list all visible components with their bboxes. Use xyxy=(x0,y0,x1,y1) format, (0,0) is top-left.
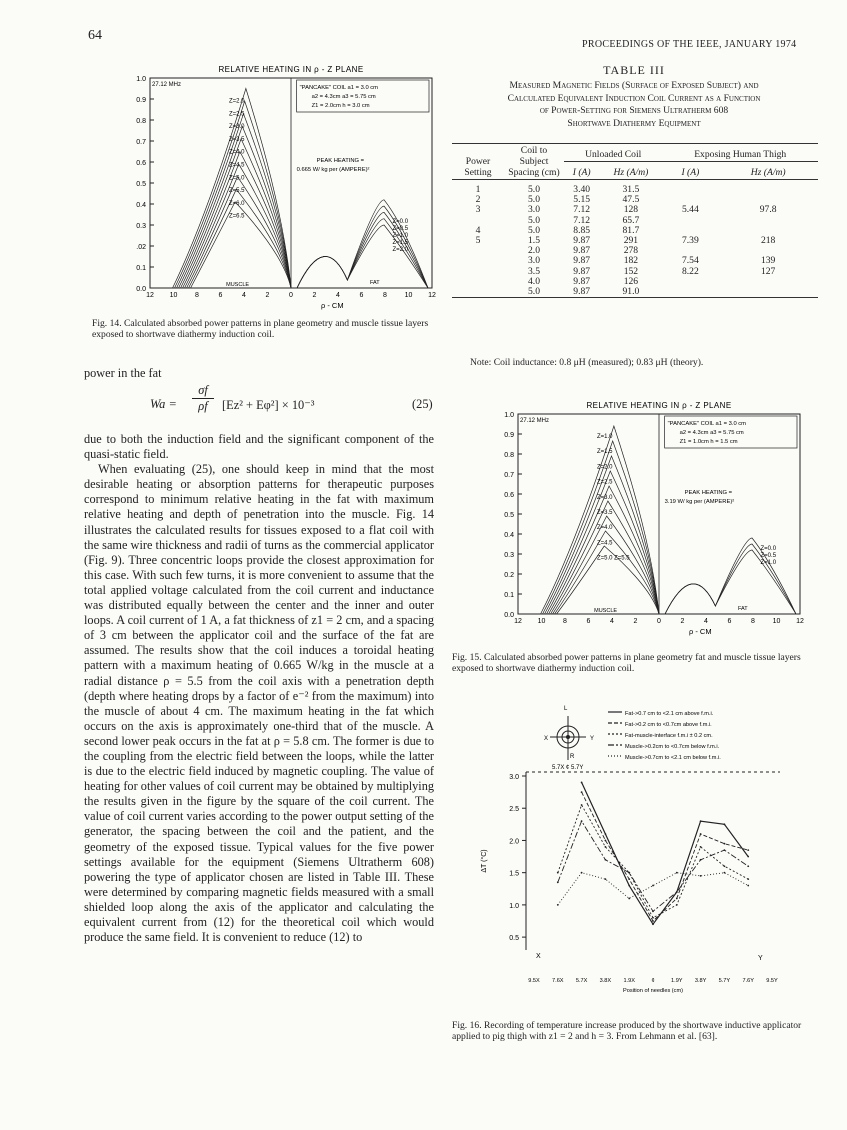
curve-label: Z=0.5 xyxy=(760,553,777,559)
table-cell: 8.22 xyxy=(681,265,699,277)
curve-label: Z=2.0 xyxy=(228,98,245,105)
x-tick-label: 8 xyxy=(195,292,199,299)
peak-heating: 0.665 W/ kg per (AMPERE)² xyxy=(296,167,370,173)
x-tick-label: 4 xyxy=(336,292,340,299)
coil-param: Z1 = 1.0cm h = 1.5 cm xyxy=(679,439,738,445)
curve-label: Z=2.0 xyxy=(392,246,409,253)
x-tick-label: 7.6X xyxy=(552,978,564,984)
curve-label: Z=2.0 xyxy=(596,464,613,471)
legend-label: Fat->0.2 cm to <0.7cm above f.m.i. xyxy=(625,722,712,728)
table-body xyxy=(452,185,818,298)
curve-label: Z=5.0 xyxy=(228,175,245,182)
data-point xyxy=(605,859,607,861)
y-tick-label: 0.3 xyxy=(136,223,146,230)
y-tick-label: 0.8 xyxy=(136,118,146,125)
figure-title: RELATIVE HEATING IN ρ - Z PLANE xyxy=(218,65,364,74)
fat-curve xyxy=(665,544,796,614)
axis-marker: R xyxy=(570,754,575,760)
table-cell: 5 xyxy=(475,235,481,247)
y-tick-label: 0.4 xyxy=(504,532,514,539)
curve-label: Z=0.0 xyxy=(392,218,409,225)
x-tick-label: 6 xyxy=(359,292,364,299)
data-point xyxy=(605,833,607,835)
curve-label: Z=5.0 Z=5.5 xyxy=(596,555,630,562)
table-title: TABLE III xyxy=(603,63,665,77)
data-point xyxy=(581,804,583,806)
axis-marker: Y xyxy=(758,955,763,962)
table-cell: 126 xyxy=(623,275,639,287)
y-tick-label: 2.5 xyxy=(509,806,519,814)
table-cell: 3 xyxy=(475,204,481,216)
x-tick-label: 3.8Y xyxy=(694,978,707,984)
table-cell: 3.0 xyxy=(528,255,540,267)
group-header: Unloaded Coil xyxy=(564,144,662,162)
paragraph: due to both the induction field and the significant component of the quasi-static field. xyxy=(84,432,434,462)
curve-label: Z=1.0 xyxy=(760,560,777,566)
x-tick-label: 6 xyxy=(727,618,732,625)
fat-label: FAT xyxy=(369,280,380,286)
table-cell: 5.0 xyxy=(528,184,540,195)
frequency-label: 27.12 MHz xyxy=(520,418,550,424)
fig15 xyxy=(500,396,820,646)
curve-label: Z=2.5 xyxy=(228,111,245,118)
equation-rhs: [Ez² + Eφ²] × 10⁻³ xyxy=(222,398,315,412)
table-cell xyxy=(452,256,504,266)
fat-curve xyxy=(297,212,428,288)
x-tick-label: 4 xyxy=(704,618,708,625)
coil-param: "PANCAKE" COIL a1 = 3.0 cm xyxy=(667,421,747,427)
table-cell: 81.7 xyxy=(622,224,640,236)
table-caption-line: Calculated Equivalent Induction Coil Current as a Function xyxy=(507,92,761,104)
curve-label: Z=1.0 xyxy=(392,232,409,239)
x-tick-label: 0 xyxy=(289,292,293,299)
x-tick-label: 5.7Y xyxy=(718,978,731,984)
x-tick-label: 8 xyxy=(563,618,567,625)
y-tick-label: 1.0 xyxy=(136,76,146,83)
col-header: Hz (A/m) xyxy=(750,167,786,178)
table-cell xyxy=(452,246,504,256)
table-caption-line: of Power-Setting for Siemens Ultratherm 608 xyxy=(539,105,729,116)
col-header: Hz (A/m) xyxy=(613,167,649,178)
col-header: I (A) xyxy=(572,167,591,178)
fig14 xyxy=(100,62,460,322)
table-cell: 3.5 xyxy=(528,265,540,277)
y-tick-label: 0.6 xyxy=(136,160,146,167)
fat-curve xyxy=(665,538,796,614)
x-tick-label: 2 xyxy=(680,618,685,625)
col-header: Coil to Subject Spacing (cm) xyxy=(504,144,564,180)
curve-label: Z=2.5 xyxy=(596,479,613,486)
axis-marker: X xyxy=(544,736,549,742)
y-tick-label: 0.7 xyxy=(136,139,146,146)
table-cell: 278 xyxy=(623,245,639,257)
table-cell xyxy=(662,216,718,226)
data-point xyxy=(676,904,678,906)
y-tick-label: 0.7 xyxy=(504,472,514,479)
curve-label: Z=0.0 xyxy=(760,546,777,552)
col-header: Power Setting xyxy=(452,144,504,180)
table-cell: 7.54 xyxy=(681,255,699,267)
y-tick-label: 0.4 xyxy=(136,202,146,209)
data-series-line xyxy=(558,873,748,905)
data-point xyxy=(652,923,654,925)
y-tick-label: 0.1 xyxy=(136,265,146,272)
axis-marker: Y xyxy=(590,736,595,742)
curve-label: Z=3.5 xyxy=(596,510,613,516)
table-cell: 9.87 xyxy=(573,286,591,298)
fat-curve xyxy=(297,200,428,288)
data-point xyxy=(724,823,726,825)
curve-label: Z=3.0 xyxy=(596,494,613,501)
data-series-line xyxy=(558,821,748,911)
y-tick-label: 0.2 xyxy=(504,572,514,579)
curve-label: Z=1.5 xyxy=(392,239,409,246)
table-cell xyxy=(452,287,504,298)
fig16 xyxy=(470,700,810,1010)
table-cell: 3.0 xyxy=(528,204,540,216)
equation-denominator: ρf xyxy=(198,399,208,413)
table-cell xyxy=(718,277,818,287)
table-cell: 218 xyxy=(760,235,776,247)
x-tick-label: 6 xyxy=(586,618,591,625)
coil-param: "PANCAKE" COIL a1 = 3.0 cm xyxy=(299,85,379,91)
y-tick-label: 0.0 xyxy=(136,286,146,293)
data-series-line xyxy=(558,805,748,918)
data-point xyxy=(724,849,726,851)
paragraph: When evaluating (25), one should keep in mind that the most desirable heating or absorption patterns for therapeutic purposes correspond to minimum relative heating in the fat with maximum relative heating and depth of penetration into the muscle. Fig. 14 illustrates the calculated results for tissues exposed to a flat coil with the same wire thickness and radii of turns as the commercial applicator (Fig. 9). Three concentric loops provide the closest approximation for this case. With such few turns, it is more convenient to assume that the total applied voltage calculated from the coil current and inductance was distributed equally between the center and the inner and outer loops. A coil current of 1 A, a fat thickness of z1 = 2 cm, and a spacing of 3 cm between the applicator coil and the surface of the fat are assumed. The results show that the coil induces a toroidal heating pattern with a maximum heating of 0.665 W/kg in the muscle at a radial distance ρ = 5.5 from the coil axis with a penetration depth (depth where heating drops by a factor of e⁻² from the maximum) into the muscle of about 4 cm. The maximum heating in the fat which occurs on the axis is approximately one-third that of the muscle. A second lower peak occurs in the fat at ρ = 5.8 cm. The former is due to the coupling from the electric field between the loops, while the latter is due to the electric field induced by magnetic coupling. The value of heating for other values of coil current may be obtained by multiplying the results given in the figure by the square of the coil current. The value of coil current varies according to the power output setting of the generator, the spacing between the coil and the patient, and the geometry of the exposed tissue. Typical values for the five power settings available for the equipment (Siemens Ultratherm 608) powering the type of applicator chosen are listed in Table III. These were determined by comparing magnetic fields measured with a small shielded loop along the axis of the applicator and calculating the equivalent current from (12) for the theoretical coil which would produce the same field. It is convenient to reduce (12) to xyxy=(84,462,434,945)
coil-param: Z1 = 2.0cm h = 3.0 cm xyxy=(311,103,370,109)
fat-curve xyxy=(665,550,796,614)
table-cell: 9.87 xyxy=(573,265,591,277)
fat-curve xyxy=(297,219,428,288)
y-tick-label: 0.3 xyxy=(504,552,514,559)
y-tick-label: 1.0 xyxy=(504,412,514,419)
x-tick-label: 10 xyxy=(537,618,546,625)
table-cell: 47.5 xyxy=(622,194,640,206)
col-header: I (A) xyxy=(681,167,700,178)
table-cell: 7.39 xyxy=(681,235,699,247)
curve-label: Z=6.0 xyxy=(228,200,245,207)
curve-label: Z=4.5 xyxy=(596,540,613,547)
table-cell: 291 xyxy=(623,235,639,247)
table-cell xyxy=(662,277,718,287)
table-row xyxy=(452,287,818,298)
page-number: 64 xyxy=(88,28,102,43)
fig15-plot xyxy=(500,396,820,646)
x-tick-label: 12 xyxy=(796,618,804,625)
data-point xyxy=(747,856,749,858)
x-axis-label: Position of needles (cm) xyxy=(622,988,684,994)
x-tick-label: 4 xyxy=(242,292,246,299)
muscle-label: MUSCLE xyxy=(594,608,618,614)
intro-line: power in the fat xyxy=(84,366,162,380)
x-tick-label: 9.5Y xyxy=(766,978,778,984)
table-cell xyxy=(718,216,818,226)
curve-label: Z=3.0 xyxy=(228,124,245,131)
data-point xyxy=(724,872,726,874)
y-tick-label: 0.5 xyxy=(509,935,519,943)
data-point xyxy=(628,898,630,900)
peak-heating: PEAK HEATING = xyxy=(316,158,365,164)
equation-numerator: σf xyxy=(192,383,214,399)
data-point xyxy=(700,859,702,861)
data-point xyxy=(557,881,559,883)
curve-label: Z=3.5 xyxy=(228,136,245,143)
y-tick-label: 2.0 xyxy=(509,838,519,846)
axis-marker: L xyxy=(564,706,568,712)
data-point xyxy=(557,872,559,874)
data-point xyxy=(747,878,749,880)
data-point xyxy=(605,840,607,842)
data-point xyxy=(628,885,630,887)
axis-marker: 5.7X ¢ 5.7Y xyxy=(552,765,584,771)
data-point xyxy=(628,878,630,880)
table-cell: 9.87 xyxy=(573,245,591,257)
legend-label: Muscle->0.2cm to <0.7cm below f.m.i. xyxy=(625,744,720,750)
fig14-caption: Fig. 14. Calculated absorbed power patterns in plane geometry and muscle tissue layers exposed to shortwave diathermy induction coil. xyxy=(92,318,429,340)
y-tick-label: 1.0 xyxy=(509,902,519,910)
table-cell: 1 xyxy=(475,184,481,195)
coil-param: a2 = 4.3cm a3 = 5.75 cm xyxy=(311,94,376,100)
data-point xyxy=(676,872,678,874)
body-text xyxy=(84,432,434,945)
x-tick-label: 12 xyxy=(146,292,154,299)
curve-label: Z=1.0 xyxy=(596,434,613,440)
table-caption xyxy=(452,80,816,130)
table-cell: 5.0 xyxy=(528,194,540,206)
data-point xyxy=(747,885,749,887)
table-cell: 4 xyxy=(475,224,481,236)
curve-label: Z=0.5 xyxy=(392,225,409,232)
muscle-curve xyxy=(549,486,659,614)
x-tick-label: 2 xyxy=(265,292,270,299)
table-cell: 65.7 xyxy=(622,214,640,226)
muscle-label: MUSCLE xyxy=(226,282,250,288)
table-cell: 9.87 xyxy=(573,255,591,267)
data-point xyxy=(700,833,702,835)
y-tick-label: 1.5 xyxy=(509,870,519,878)
table-cell: 4.0 xyxy=(528,275,540,287)
data-point xyxy=(581,820,583,822)
legend-label: Fat-muscle-interface f.m.i ± 0.2 cm. xyxy=(625,733,713,739)
table-iii xyxy=(452,143,818,300)
x-tick-label: 0 xyxy=(657,618,661,625)
x-tick-label: 10 xyxy=(772,618,781,625)
table-cell xyxy=(662,287,718,298)
x-tick-label: 3.8X xyxy=(599,978,612,984)
y-tick-label: 0.6 xyxy=(504,492,514,499)
fat-curve xyxy=(297,206,428,288)
frequency-label: 27.12 MHz xyxy=(152,82,182,88)
x-tick-label: 10 xyxy=(404,292,413,299)
fig16-caption: Fig. 16. Recording of temperature increase produced by the shortwave inductive applicator applied to pig thigh with z1 = 2 and h = 3. From Lehmann et al. [63]. xyxy=(452,1020,802,1042)
table-cell: 9.87 xyxy=(573,275,591,287)
data-point xyxy=(652,917,654,919)
y-tick-label: 0.5 xyxy=(136,181,146,188)
data-point xyxy=(628,872,630,874)
table-cell: 5.0 xyxy=(528,214,540,226)
legend-label: Fat->0.7 cm to <2.1 cm above f.m.i. xyxy=(625,711,714,717)
y-tick-label: 0.1 xyxy=(504,592,514,599)
x-tick-label: 1.9Y xyxy=(671,978,683,984)
y-axis-label: ΔT (°C) xyxy=(481,849,488,873)
x-axis-label: ρ - CM xyxy=(321,301,344,310)
x-tick-label: 1.9X xyxy=(623,978,635,984)
table-cell: 152 xyxy=(623,265,639,277)
table-caption-line: Shortwave Diathermy Equipment xyxy=(567,117,701,129)
y-tick-label: 3.0 xyxy=(509,774,519,781)
data-point xyxy=(581,791,583,793)
table-note: Note: Coil inductance: 0.8 μH (measured); 0.83 μH (theory). xyxy=(470,357,704,368)
data-series-line xyxy=(582,792,749,921)
data-point xyxy=(581,782,583,784)
data-point xyxy=(557,904,559,906)
curve-label: Z=4.0 xyxy=(228,149,245,156)
x-tick-label: 5.7X xyxy=(575,978,588,984)
table-cell: 127 xyxy=(760,265,776,277)
x-tick-label: 10 xyxy=(169,292,178,299)
table-cell: 7.12 xyxy=(573,204,591,216)
table-cell: 128 xyxy=(623,204,639,216)
y-tick-label: 0.8 xyxy=(504,452,514,459)
x-tick-label: 8 xyxy=(383,292,387,299)
data-point xyxy=(747,865,749,867)
data-point xyxy=(605,846,607,848)
figure-title: RELATIVE HEATING IN ρ - Z PLANE xyxy=(586,401,732,410)
table-cell xyxy=(718,287,818,298)
equation-number: (25) xyxy=(412,397,433,411)
x-tick-label: 2 xyxy=(633,618,638,625)
fat-curve xyxy=(297,225,428,288)
fig15-caption: Fig. 15. Calculated absorbed power patterns in plane geometry fat and muscle tissue layers exposed to shortwave diathermy induction coil. xyxy=(452,652,801,674)
peak-heating: 3.19 W/ kg per (AMPERE)² xyxy=(664,499,735,505)
data-point xyxy=(724,843,726,845)
data-point xyxy=(700,875,702,877)
running-head: PROCEEDINGS OF THE IEEE, JANUARY 1974 xyxy=(582,39,797,50)
table-cell: 5.0 xyxy=(528,224,540,236)
x-tick-label: 4 xyxy=(610,618,614,625)
table-cell: 7.12 xyxy=(573,214,591,226)
table-cell: 9.87 xyxy=(573,235,591,247)
data-point xyxy=(700,820,702,822)
y-tick-label: 0.9 xyxy=(136,97,146,104)
table-cell: 5.44 xyxy=(681,204,699,216)
group-header: Exposing Human Thigh xyxy=(662,144,818,162)
data-series-line xyxy=(582,782,749,924)
data-point xyxy=(676,898,678,900)
y-tick-label: 0.0 xyxy=(504,612,514,619)
data-point xyxy=(605,878,607,880)
peak-heating: PEAK HEATING = xyxy=(684,490,733,496)
x-tick-label: 7.6Y xyxy=(742,978,754,984)
x-tick-label: 9.5X xyxy=(528,978,540,984)
data-point xyxy=(652,920,654,922)
table-cell xyxy=(452,277,504,287)
table-cell: 182 xyxy=(623,255,639,267)
data-point xyxy=(676,891,678,893)
curve-label: Z=6.5 xyxy=(228,213,245,220)
data-point xyxy=(652,885,654,887)
fig16-plot xyxy=(470,700,810,1010)
fat-label: FAT xyxy=(737,606,748,612)
y-tick-label: 0.9 xyxy=(504,432,514,439)
legend-label: Muscle->0.7cm to <2.1 cm below f.m.i. xyxy=(625,755,721,761)
table-cell xyxy=(452,267,504,277)
table-cell: 31.5 xyxy=(622,184,640,195)
data-point xyxy=(747,849,749,851)
y-tick-label: 0.5 xyxy=(504,512,514,519)
x-tick-label: 12 xyxy=(514,618,522,625)
table-cell xyxy=(718,185,818,195)
data-point xyxy=(652,910,654,912)
axis-marker: X xyxy=(536,953,541,960)
curve-label: Z=4.0 xyxy=(596,525,613,532)
table-cell: 2 xyxy=(475,194,481,206)
table-caption-line: Measured Magnetic Fields (Surface of Exposed Subject) and xyxy=(509,80,759,91)
data-point xyxy=(700,846,702,848)
table-cell: 2.0 xyxy=(528,245,540,257)
table-cell: 5.15 xyxy=(573,194,591,206)
curve-label: Z=5.5 xyxy=(228,188,245,195)
coil-param: a2 = 4.3cm a3 = 5.75 cm xyxy=(679,430,744,436)
curve-label: Z=1.5 xyxy=(596,449,613,456)
data-point xyxy=(581,872,583,874)
data-point xyxy=(724,865,726,867)
x-tick-label: 6 xyxy=(218,292,223,299)
table-cell: 5.0 xyxy=(528,286,540,298)
curve-label: Z=4.5 xyxy=(228,162,245,169)
table-cell: 97.8 xyxy=(759,204,777,216)
x-tick-label: ¢ xyxy=(651,978,655,984)
x-axis-label: ρ - CM xyxy=(689,627,712,636)
x-tick-label: 12 xyxy=(428,292,436,299)
x-tick-label: 8 xyxy=(751,618,755,625)
fig14-plot xyxy=(100,62,460,312)
y-tick-label: .02 xyxy=(136,244,146,251)
table-cell: 8.85 xyxy=(573,224,591,236)
table-cell: 3.40 xyxy=(573,184,591,195)
table-cell: 91.0 xyxy=(622,286,640,298)
x-tick-label: 2 xyxy=(312,292,317,299)
table-cell xyxy=(662,185,718,195)
table-cell: 1.5 xyxy=(528,235,540,247)
table-cell: 139 xyxy=(760,255,776,267)
equation-lhs: Wa = xyxy=(150,397,177,411)
